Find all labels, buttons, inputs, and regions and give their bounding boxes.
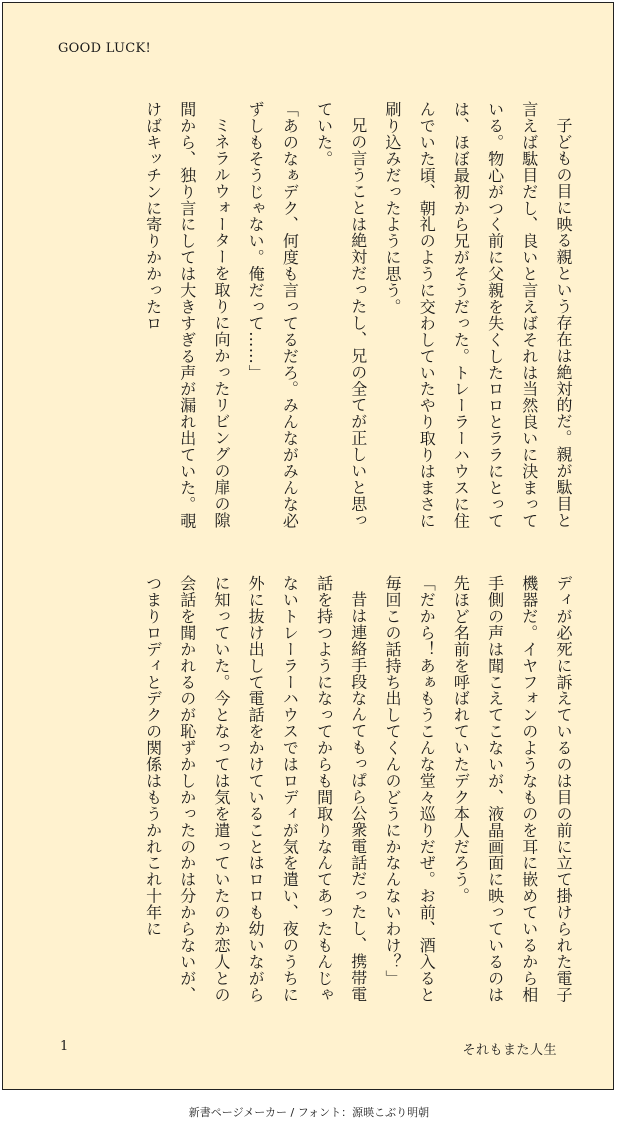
paragraph-continuation: ディが必死に訴えているのは目の前に立て掛けられた電子機器だ。イヤフォンのようなものを耳に嵌めているから相手側の声は聞こえてこないが、液晶画面に映っているのは先ほど名前を呼ばれていたデク本人だろう。	[451, 575, 573, 1003]
lower-text-block	[40, 575, 580, 1011]
book-title-header: GOOD LUCK!	[58, 41, 152, 56]
paragraph: 子どもの目に映る親という存在は絶対的だ。親が駄目と言えば駄目だし、良いと言えばそれは当然良いに決まっている。物心がつく前に父親を失くしたロロとララにとっては、ほぼ最初から兄がそうだった。トレーラーハウスに住んでいた頃、朝礼のように交わしていたやり取りはまさに刷り込みだったように思う。	[382, 101, 573, 529]
dialog-line: 「だから！あぁもうこんな堂々巡りだぜ。お前、酒入ると毎回この話持ち出してくんのどうにかなんないわけ？」	[382, 575, 437, 1003]
dialog-line: 「あのなぁデク、何度も言ってるだろ。みんながみんな必ずしもそうじゃない。俺だって……」	[246, 101, 300, 529]
page-number: 1	[60, 1039, 69, 1054]
credit-footer: 新書ページメーカー / フォント：源暎こぶり明朝	[188, 1106, 430, 1119]
upper-text-block	[40, 101, 580, 537]
paragraph: ミネラルウォーターを取りに向かったリビングの扉の隙間から、独り言にしては大きすぎる声が漏れ出ていた。覗けばキッチンに寄りかかったロ	[143, 101, 231, 529]
running-title: それもまた人生	[462, 1043, 557, 1058]
paragraph: 兄の言うことは絶対だったし、兄の全てが正しいと思っていた。	[314, 101, 368, 529]
paragraph: 昔は連絡手段なんてもっぱら公衆電話だったし、携帯電話を持つようになってからも間取りなんてあったもんじゃないトレーラーハウスではロディが気を遣い、夜のうちに外に抜け出して電話をかけていることはロロも幼いながらに知っていた。今となっては気を遣っていたのか恋人との会話を聞かれるのが恥ずかしかったのかは分からないが、つまりロディとデクの関係はもうかれこれ十年に	[143, 575, 368, 1003]
book-page	[2, 2, 614, 1090]
